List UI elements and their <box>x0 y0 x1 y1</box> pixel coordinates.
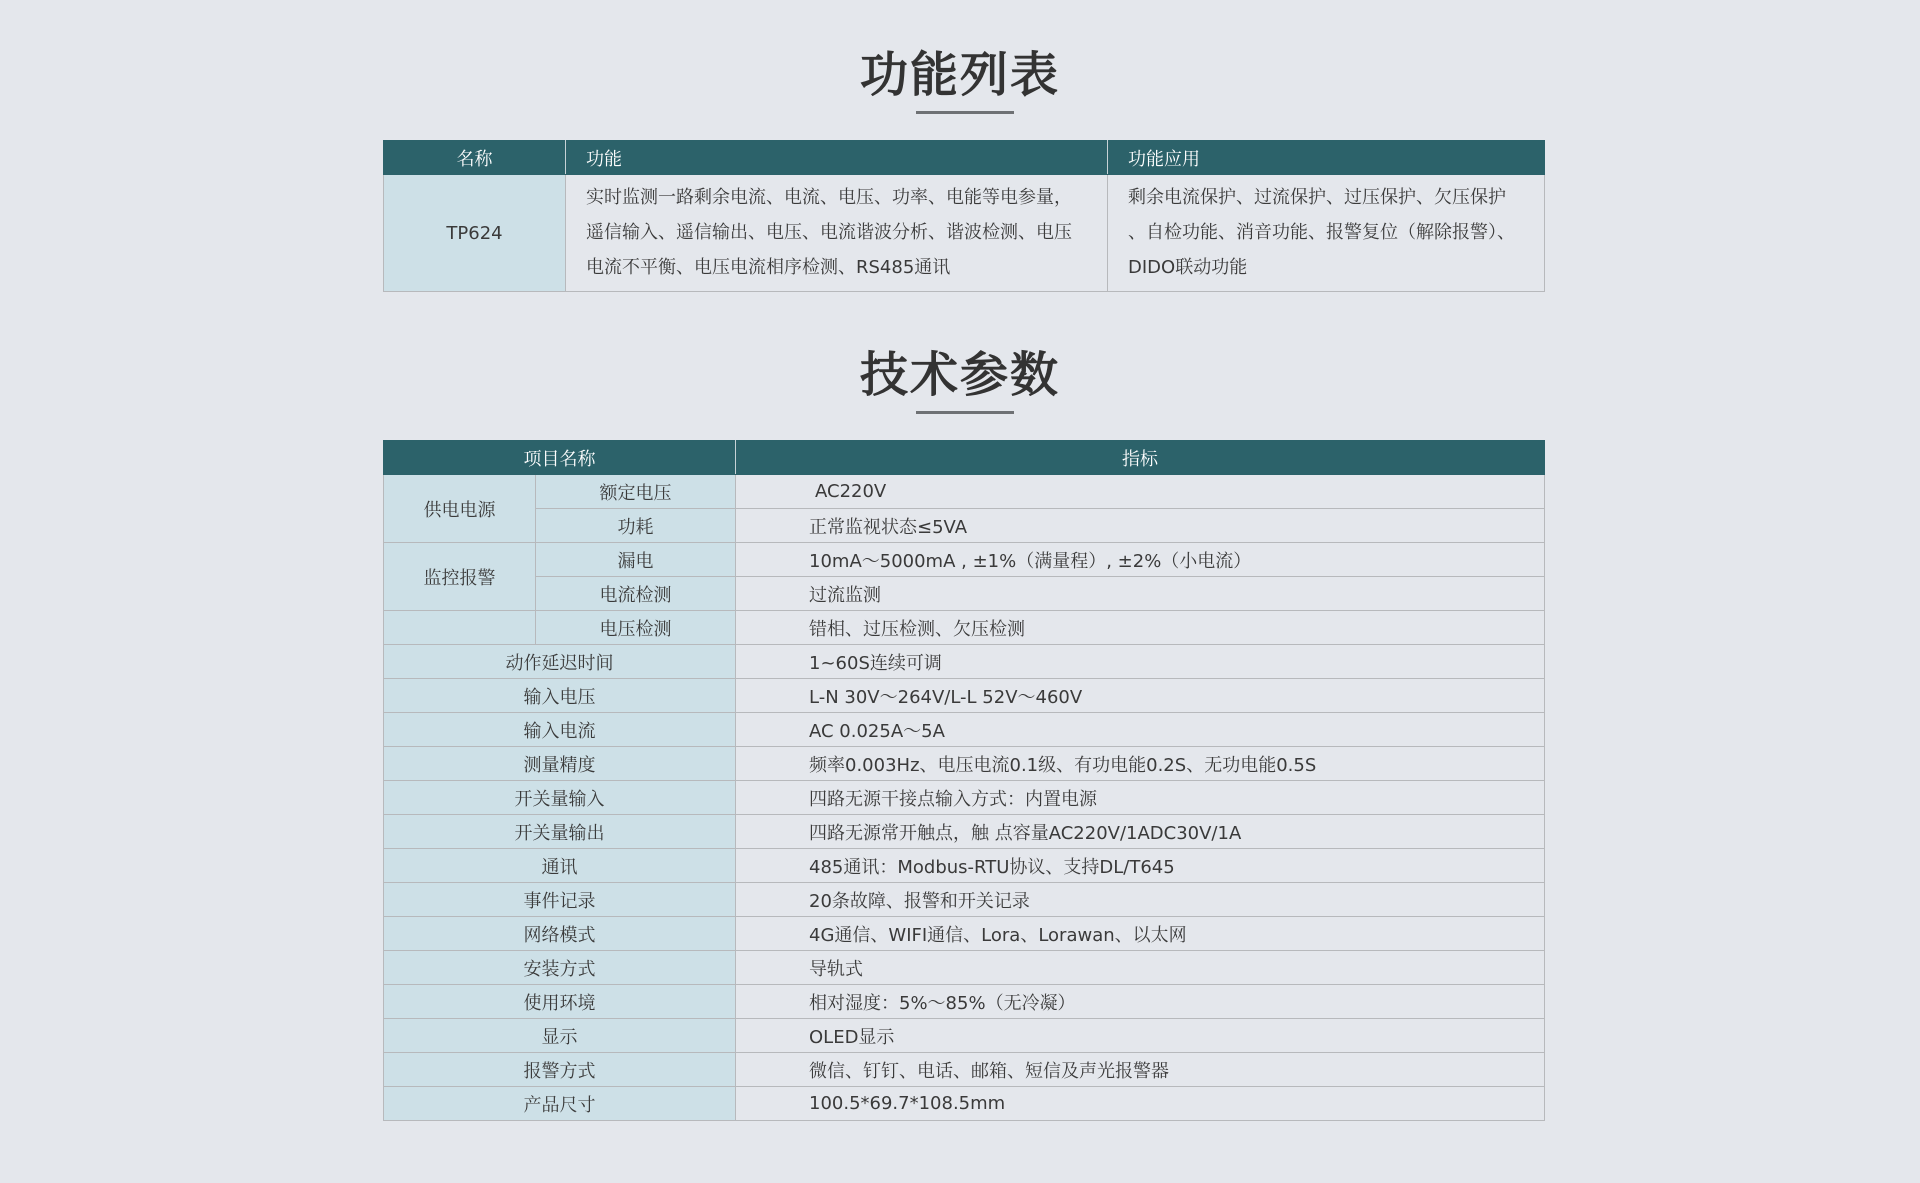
group-power-supply: 供电电源 <box>384 475 536 543</box>
spec-name: 使用环境 <box>384 985 736 1019</box>
spec-value: OLED显示 <box>736 1019 1545 1053</box>
header-name: 名称 <box>384 141 566 175</box>
table-row <box>384 509 1545 543</box>
spec-value: AC 0.025A～5A <box>736 713 1545 747</box>
table-row <box>384 175 1545 292</box>
specs-title: 技术参数 <box>859 347 1060 403</box>
spec-sub-name: 漏电 <box>536 543 736 577</box>
table-row <box>384 917 1545 951</box>
spec-value: 485通讯：Modbus-RTU协议、支持DL/T645 <box>736 849 1545 883</box>
table-row <box>384 713 1545 747</box>
spec-name: 事件记录 <box>384 883 736 917</box>
spec-name: 产品尺寸 <box>384 1087 736 1121</box>
table-row <box>384 985 1545 1019</box>
spec-value: 相对湿度：5%～85%（无冷凝） <box>736 985 1545 1019</box>
feature-table-header <box>384 141 1545 175</box>
spec-value: 四路无源干接点输入方式：内置电源 <box>736 781 1545 815</box>
spec-sub-name: 电压检测 <box>536 611 736 645</box>
spec-name: 安装方式 <box>384 951 736 985</box>
spec-name: 网络模式 <box>384 917 736 951</box>
header-indicator: 指标 <box>736 441 1545 475</box>
spec-value: 正常监视状态≤5VA <box>736 509 1545 543</box>
spec-value: 20条故障、报警和开关记录 <box>736 883 1545 917</box>
spec-name: 开关量输入 <box>384 781 736 815</box>
specs-title-underline <box>916 411 1014 414</box>
table-row <box>384 883 1545 917</box>
table-row <box>384 543 1545 577</box>
spec-value: AC220V <box>736 475 1545 509</box>
spec-table-header <box>384 441 1545 475</box>
spec-name: 测量精度 <box>384 747 736 781</box>
table-row <box>384 951 1545 985</box>
table-row <box>384 1019 1545 1053</box>
spec-value: 100.5*69.7*108.5mm <box>736 1087 1545 1121</box>
spec-name: 通讯 <box>384 849 736 883</box>
table-row <box>384 577 1545 611</box>
spec-name: 动作延迟时间 <box>384 645 736 679</box>
header-application: 功能应用 <box>1108 141 1545 175</box>
features-title: 功能列表 <box>859 47 1060 103</box>
header-item-name: 项目名称 <box>384 441 736 475</box>
spec-value: L-N 30V～264V/L-L 52V～460V <box>736 679 1545 713</box>
table-row <box>384 781 1545 815</box>
table-row <box>384 849 1545 883</box>
spec-sub-name: 功耗 <box>536 509 736 543</box>
table-row <box>384 645 1545 679</box>
spec-name: 输入电流 <box>384 713 736 747</box>
table-row <box>384 1053 1545 1087</box>
spec-value: 过流监测 <box>736 577 1545 611</box>
application-description: 剩余电流保护、过流保护、过压保护、欠压保护 、自检功能、消音功能、报警复位（解除报警）、DIDO联动功能 <box>1108 175 1545 292</box>
header-function: 功能 <box>566 141 1108 175</box>
table-row <box>384 747 1545 781</box>
function-description: 实时监测一路剩余电流、电流、电压、功率、电能等电参量，遥信输入、遥信输出、电压、电流谐波分析、谐波检测、电压电流不平衡、电压电流相序检测、RS485通讯 <box>566 175 1108 292</box>
spec-value: 四路无源常开触点，触 点容量AC220V/1ADC30V/1A <box>736 815 1545 849</box>
spec-value: 4G通信、WIFI通信、Lora、Lorawan、以太网 <box>736 917 1545 951</box>
table-row <box>384 1087 1545 1121</box>
spec-name: 开关量输出 <box>384 815 736 849</box>
spec-name: 显示 <box>384 1019 736 1053</box>
spec-table <box>383 440 1545 1121</box>
spec-value: 错相、过压检测、欠压检测 <box>736 611 1545 645</box>
table-row <box>384 611 1545 645</box>
features-title-underline <box>916 111 1014 114</box>
spec-value: 10mA～5000mA , ±1%（满量程）, ±2%（小电流） <box>736 543 1545 577</box>
spec-value: 微信、钉钉、电话、邮箱、短信及声光报警器 <box>736 1053 1545 1087</box>
spec-sub-name: 额定电压 <box>536 475 736 509</box>
spec-value: 频率0.003Hz、电压电流0.1级、有功电能0.2S、无功电能0.5S <box>736 747 1545 781</box>
spec-name: 报警方式 <box>384 1053 736 1087</box>
spec-value: 导轨式 <box>736 951 1545 985</box>
feature-table <box>383 140 1545 292</box>
group-empty-cell <box>384 611 536 645</box>
product-model: TP624 <box>384 175 566 292</box>
group-monitoring-alarm: 监控报警 <box>384 543 536 611</box>
table-row <box>384 815 1545 849</box>
spec-value: 1~60S连续可调 <box>736 645 1545 679</box>
table-row <box>384 475 1545 509</box>
spec-name: 输入电压 <box>384 679 736 713</box>
spec-sub-name: 电流检测 <box>536 577 736 611</box>
table-row <box>384 679 1545 713</box>
